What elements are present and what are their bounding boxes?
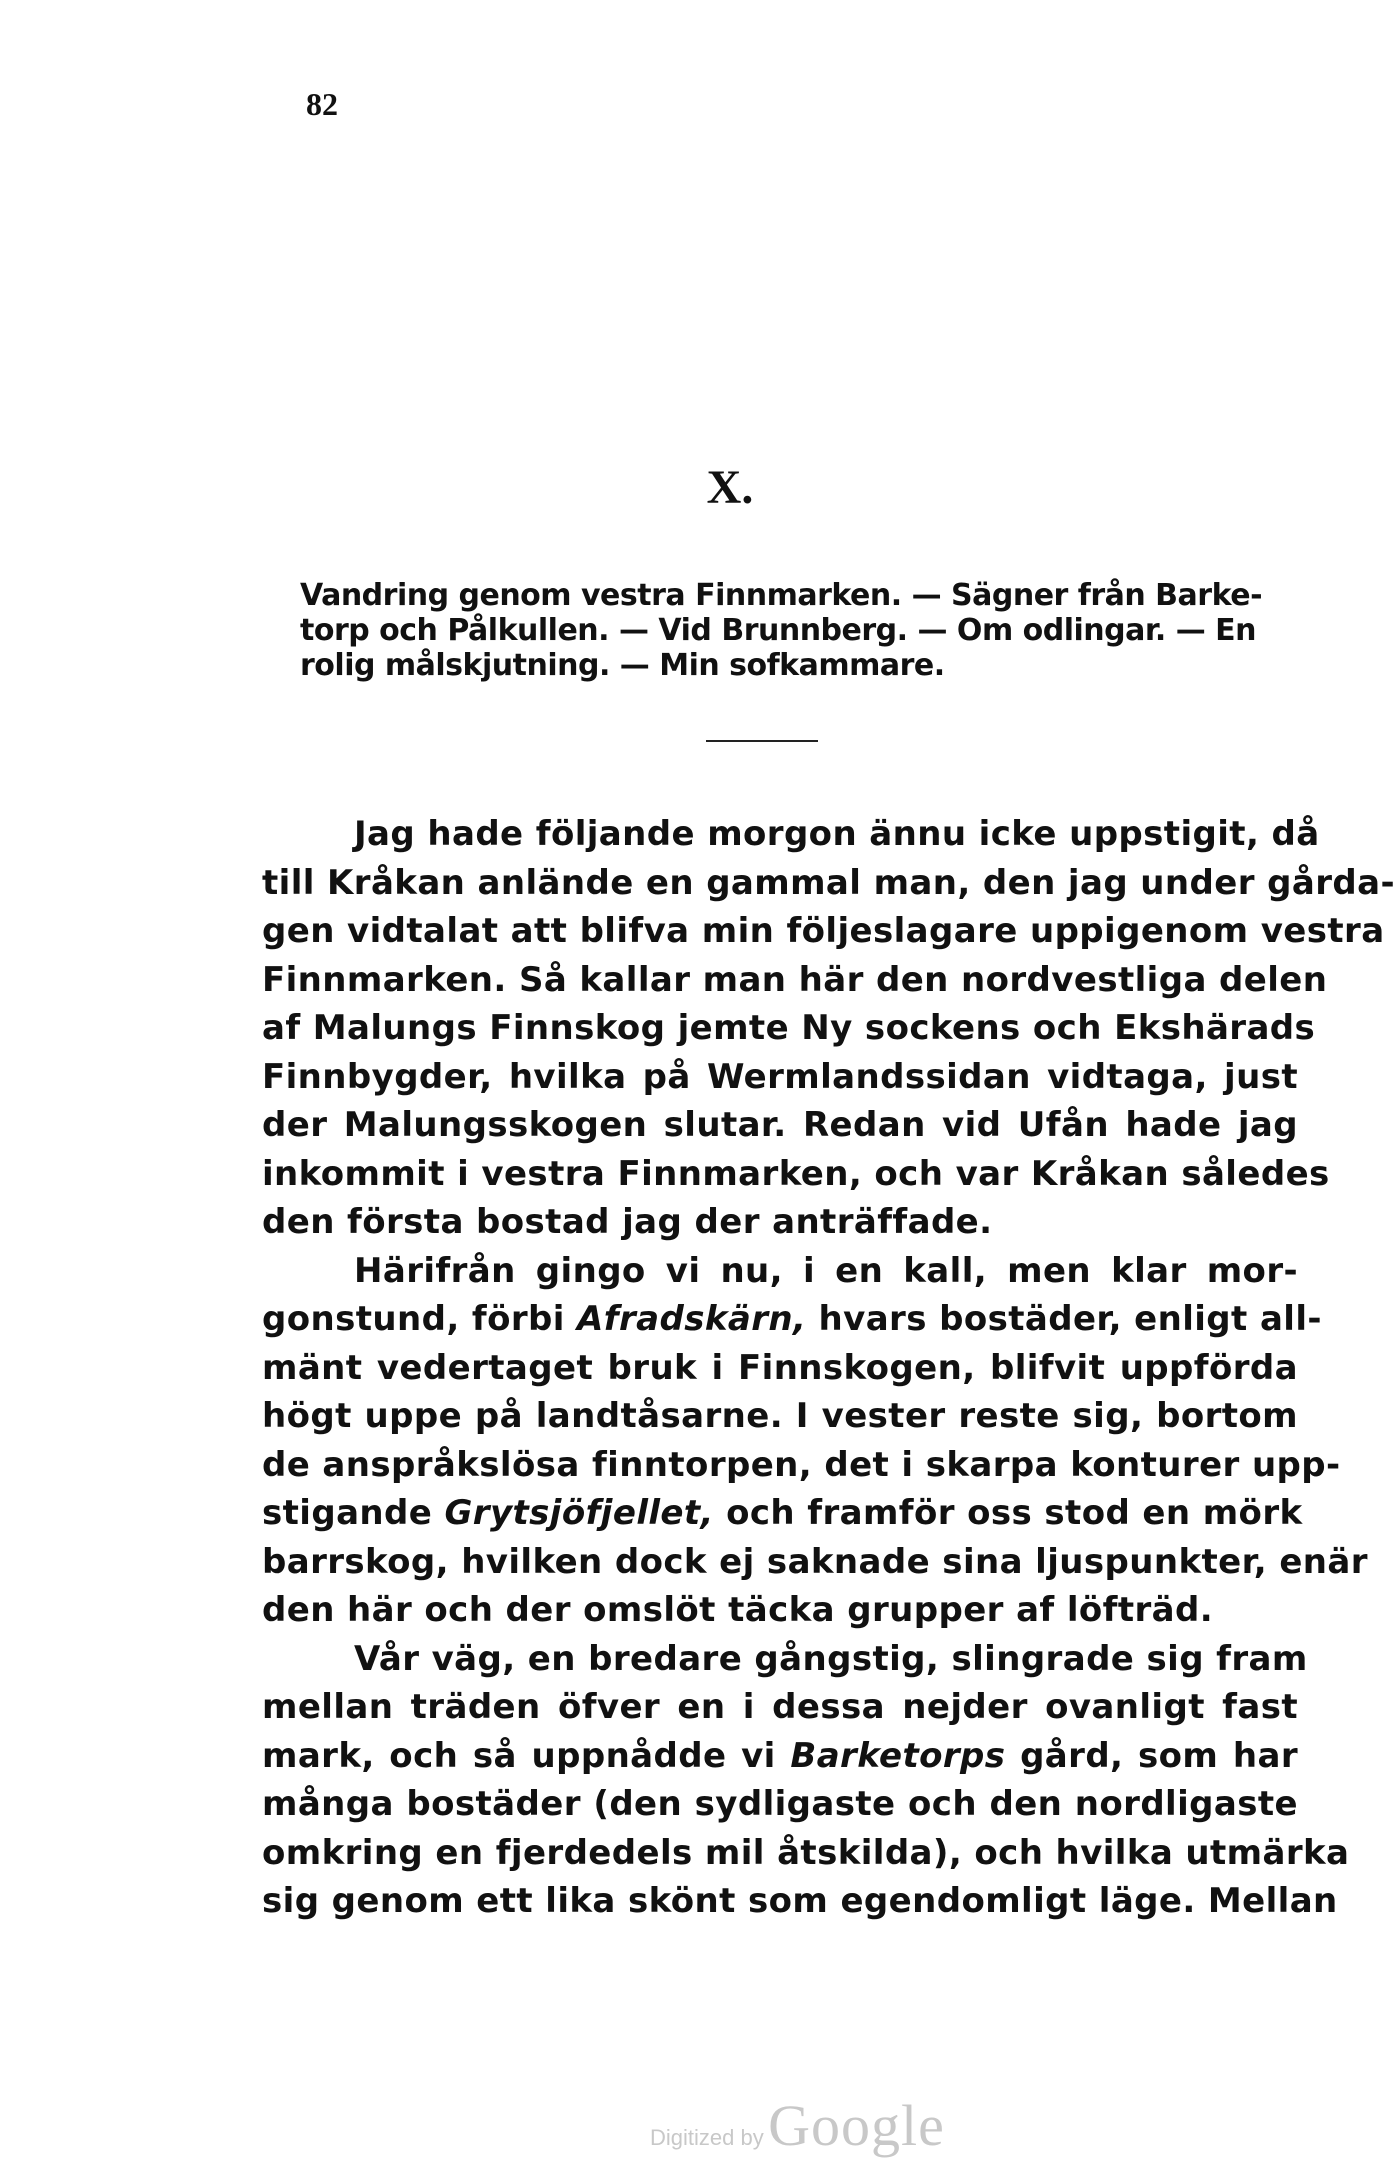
text-line: gen vidtalat att blifva min följeslagare uppigenom vestra (262, 911, 1385, 951)
text-line: till Kråkan anlände en gammal man, den jag under gårda- (262, 862, 1395, 903)
text-line: sig genom ett lika skönt som egendomligt läge. Mellan (262, 1881, 1338, 1921)
place-name-italic: Barketorps (790, 1735, 1006, 1776)
text-line: mellan träden öfver en i dessa nejder ovanligt fast (262, 1687, 1298, 1727)
section-divider (706, 740, 818, 742)
text-line: de anspråkslösa finntorpen, det i skarpa konturer upp- (262, 1444, 1341, 1485)
text-line (262, 1295, 1322, 1344)
text-segment: gård, som har (1005, 1735, 1298, 1776)
text-line (262, 1489, 1303, 1538)
text-line: den här och der omslöt täcka grupper af löfträd. (262, 1590, 1214, 1630)
text-line: Vår väg, en bredare gångstig, slingrade sig fram (354, 1638, 1308, 1679)
summary-line: rolig målskjutning. — Min sofkammare. (300, 648, 945, 683)
text-line: många bostäder (den sydligaste och den nordligaste (262, 1784, 1298, 1824)
text-line: omkring en fjerdedels mil åtskilda), och hvilka utmärka (262, 1832, 1350, 1873)
text-line: högt uppe på landtåsarne. I vester reste sig, bortom (262, 1396, 1298, 1436)
watermark-prefix: Digitized by (650, 2125, 764, 2150)
text-line: Finnmarken. Så kallar man här den nordvestliga delen (262, 959, 1328, 1000)
text-segment: och framför oss stod en mörk (713, 1493, 1303, 1533)
page-number: 82 (306, 86, 338, 122)
summary-line: torp och Pålkullen. — Vid Brunnberg. — Om odlingar. — En (300, 613, 1257, 648)
google-logo: Google (768, 2093, 945, 2158)
text-line: Finnbygder, hvilka på Wermlandssidan vidtaga, just (262, 1056, 1298, 1097)
digitized-by-watermark (650, 2092, 945, 2159)
text-line: mänt vedertaget bruk i Finnskogen, blifvit uppförda (262, 1347, 1298, 1388)
summary-line: Vandring genom vestra Finnmarken. — Sägner från Barke- (300, 578, 1263, 613)
text-line (262, 1732, 1298, 1781)
text-line: der Malungsskogen slutar. Redan vid Ufån hade jag (262, 1105, 1298, 1145)
chapter-numeral: X. (706, 461, 754, 514)
text-line: Jag hade följande morgon ännu icke uppstigit, då (354, 814, 1320, 854)
place-name-italic: Grytsjöfjellet, (444, 1493, 714, 1533)
text-segment: mark, och så uppnådde vi (262, 1735, 791, 1776)
chapter-summary (300, 578, 1300, 683)
body-text (262, 810, 1395, 1926)
text-line: Härifrån gingo vi nu, i en kall, men klar mor- (354, 1250, 1298, 1291)
text-line: inkommit i vestra Finnmarken, och var Kråkan således (262, 1153, 1330, 1194)
text-line: barrskog, hvilken dock ej saknade sina ljuspunkter, enär (262, 1541, 1368, 1582)
text-line: af Malungs Finnskog jemte Ny sockens och Ekshärads (262, 1008, 1316, 1048)
text-line: den första bostad jag der anträffade. (262, 1202, 993, 1242)
place-name-italic: Afradskärn, (577, 1299, 807, 1339)
text-segment: stigande (262, 1493, 445, 1533)
text-segment: hvars bostäder, enligt all- (806, 1299, 1322, 1339)
text-segment: gonstund, förbi (262, 1299, 578, 1339)
